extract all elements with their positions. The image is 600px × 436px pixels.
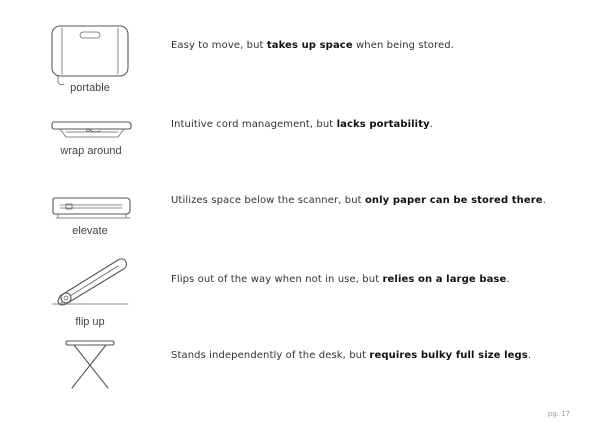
option-description <box>171 350 531 361</box>
option-description <box>171 195 546 206</box>
option-caption: elevate <box>72 225 108 237</box>
description-emphasis: lacks portability <box>336 119 430 130</box>
description-text: Stands independently of the desk, but <box>171 350 370 361</box>
description-emphasis: takes up space <box>266 40 353 51</box>
description-text: Flips out of the way when not in use, but <box>171 274 383 285</box>
portable-scanner-icon <box>50 24 130 86</box>
page-number: pg. 17 <box>547 410 570 418</box>
description-end: when being stored. <box>352 40 454 51</box>
option-description <box>171 40 454 51</box>
description-text: Intuitive cord management, but <box>171 119 337 130</box>
description-emphasis: requires bulky full size legs <box>369 350 528 361</box>
description-end: . <box>527 350 532 361</box>
stand-legs-scanner-icon <box>66 338 116 390</box>
wrap-around-scanner-icon <box>52 118 132 140</box>
description-end: . <box>429 119 433 130</box>
elevate-scanner-icon <box>52 196 132 220</box>
description-end: . <box>542 195 546 206</box>
description-text: Utilizes space below the scanner, but <box>171 195 365 206</box>
flip-up-scanner-icon <box>50 256 130 308</box>
description-emphasis: only paper can be stored there <box>364 195 543 206</box>
option-caption: wrap around <box>60 145 122 157</box>
option-description <box>171 119 433 130</box>
description-text: Easy to move, but <box>171 40 267 51</box>
option-caption: portable <box>70 82 110 94</box>
description-emphasis: relies on a large base <box>382 274 507 285</box>
option-description <box>171 274 510 285</box>
option-caption: flip up <box>75 316 105 328</box>
description-end: . <box>506 274 510 285</box>
